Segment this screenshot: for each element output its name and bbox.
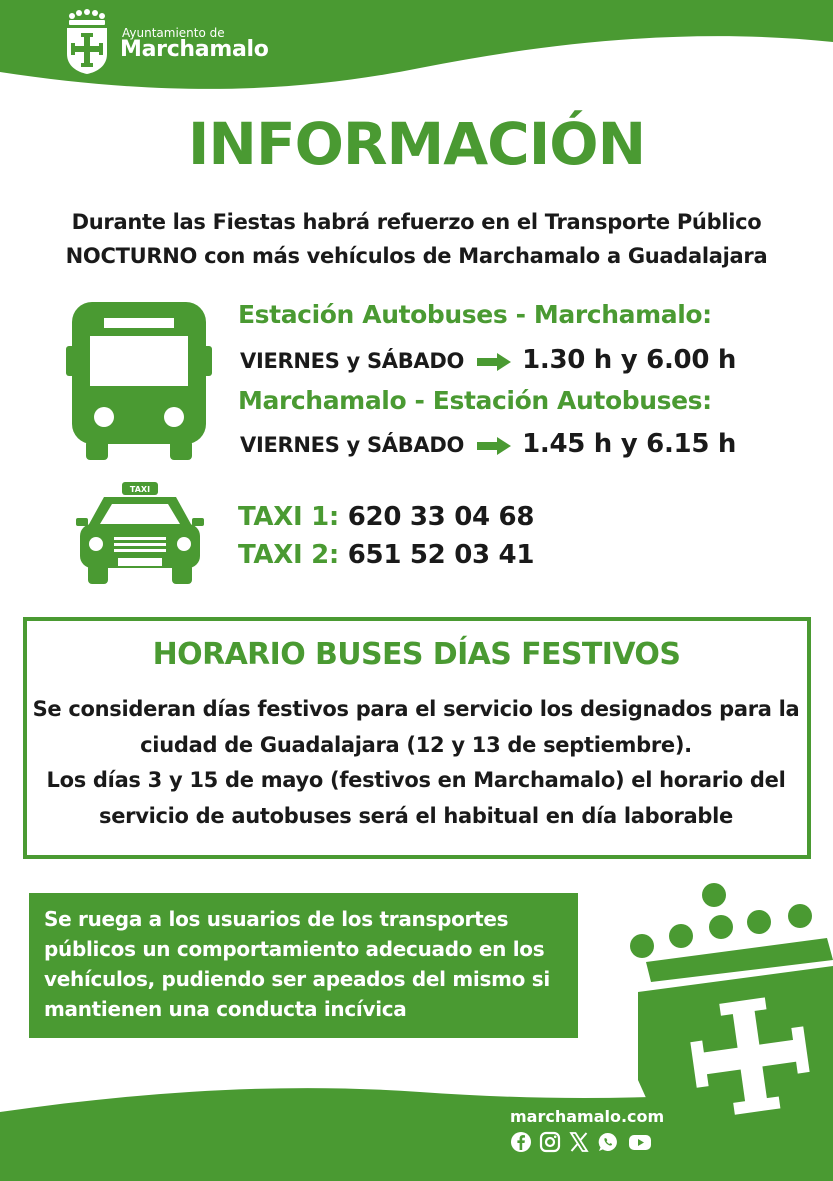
whatsapp-icon[interactable] <box>596 1130 620 1154</box>
taxi-line-2 <box>238 540 534 570</box>
bus-icon <box>66 302 212 462</box>
route-days-2 <box>240 429 736 459</box>
taxi-label-2: TAXI 2: <box>238 540 339 570</box>
holiday-title: HORARIO BUSES DÍAS FESTIVOS <box>152 637 681 672</box>
holiday-p1-text: Se consideran días festivos para el servicio los designados para la ciudad de Guadalajara ( <box>32 697 800 757</box>
arrow-right-icon <box>477 353 511 371</box>
notice-text: Se ruega a los usuarios de los transportes públicos un comportamiento adecuado en los vehículos, pudiendo ser apeados del mismo si mantienen una conducta incívica <box>44 907 550 1021</box>
holiday-dates: 12 y 13 de septiembre <box>415 732 675 757</box>
route-days-label-1: VIERNES y SÁBADO <box>240 349 465 373</box>
arrow-right-icon <box>477 437 511 455</box>
town-logo-icon <box>64 8 110 74</box>
route-times-1: 1.30 h y 6.00 h <box>522 345 737 375</box>
intro-line-2: NOCTURNO con más vehículos de Marchamalo a Guadalajara <box>65 244 768 268</box>
youtube-icon[interactable] <box>628 1130 652 1154</box>
route-title-2: Marchamalo - Estación Autobuses: <box>238 386 712 415</box>
taxi-label-1: TAXI 1: <box>238 502 339 532</box>
instagram-icon[interactable] <box>538 1130 562 1154</box>
intro-line-1: Durante las Fiestas habrá refuerzo en el Transporte Público <box>71 210 762 234</box>
route-times-2: 1.45 h y 6.15 h <box>522 429 737 459</box>
route-days-1 <box>240 345 736 375</box>
taxi-phone-2: 651 52 03 41 <box>347 540 535 570</box>
holiday-p1-end: ). <box>674 732 692 757</box>
page-title: INFORMACIÓN <box>187 110 646 178</box>
taxi-phone-1: 620 33 04 68 <box>347 502 535 532</box>
x-icon[interactable] <box>567 1130 591 1154</box>
taxi-icon <box>76 482 204 584</box>
taxi-line-1 <box>238 502 534 532</box>
website-link[interactable]: marchamalo.com <box>510 1107 665 1126</box>
route-days-label-2: VIERNES y SÁBADO <box>240 433 465 457</box>
taxi-sign-text: TAXI <box>129 485 151 494</box>
holiday-text <box>28 692 804 834</box>
route-title-1: Estación Autobuses - Marchamalo: <box>238 300 712 329</box>
org-label: Ayuntamiento de <box>122 26 225 40</box>
org-name: Marchamalo <box>120 37 269 62</box>
holiday-paragraph-1 <box>28 692 804 763</box>
facebook-icon[interactable] <box>509 1130 533 1154</box>
crest-icon <box>620 880 833 1120</box>
holiday-paragraph-2: Los días 3 y 15 de mayo (festivos en Marchamalo) el horario del servicio de autobuses será el habitual en día laborable <box>46 768 786 828</box>
intro-text <box>0 205 833 273</box>
